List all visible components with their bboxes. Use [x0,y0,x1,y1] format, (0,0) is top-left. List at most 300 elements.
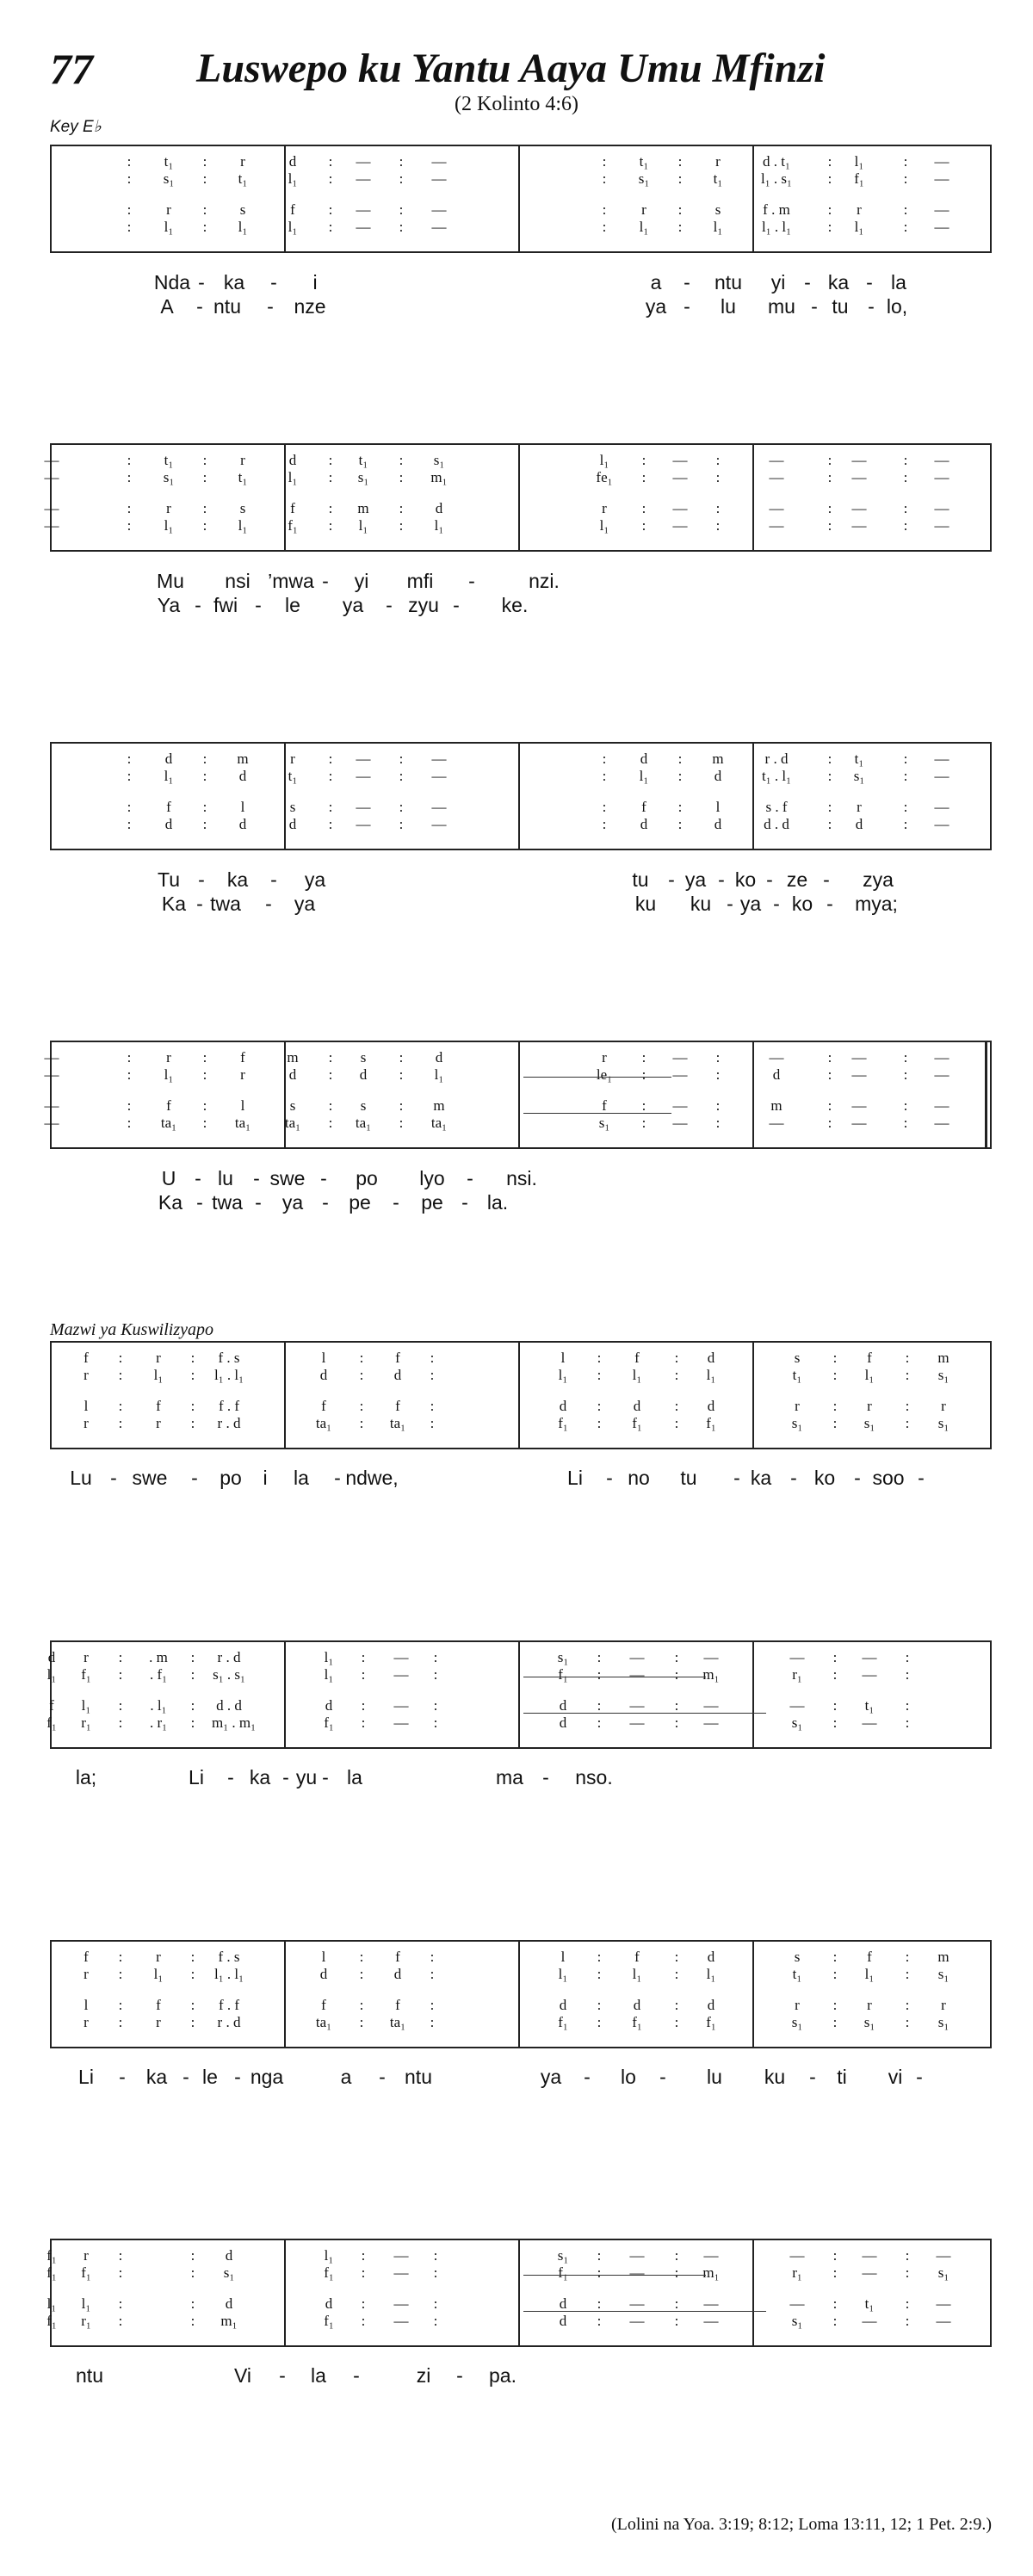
solfa-note: f [49,1697,54,1714]
lyric-hyphen: - [468,570,475,592]
solfa-note: l₁ [434,517,444,534]
solfa-note: r [84,2014,89,2030]
solfa-note: — [862,2264,877,2281]
lyric-syllable: ze [786,868,808,891]
solfa-note: — [789,2247,805,2264]
beat-separator: : [903,1115,908,1131]
lyric-syllable: twa [212,1191,243,1214]
solfa-note: — [862,1666,877,1683]
solfa-note: l₁ [632,1966,642,1982]
solfa-note: r [602,500,607,516]
voice-line [44,1066,990,1084]
lyric-hyphen: - [195,594,201,616]
lyric-syllable: mu [768,295,795,318]
solfa-note: t₁ [358,452,368,468]
solfa-note: f₁ [558,2014,568,2030]
beat-separator: : [903,768,908,784]
beat-separator: : [903,1097,908,1114]
beat-separator: : [597,1415,602,1431]
beat-separator: : [677,768,683,784]
beat-separator: : [597,1714,602,1731]
solfa-note: f [84,1350,89,1366]
solfa-note: — [789,2295,805,2312]
solfa-note: — [44,500,59,516]
solfa-note: t₁ [238,469,248,485]
beat-separator: : [597,2264,602,2281]
solfa-note: d [633,1398,641,1414]
solfa-note: d [325,2295,333,2312]
beat-separator: : [433,2264,438,2281]
solfa-note: l₁ [706,1367,716,1383]
solfa-note: — [431,768,447,784]
solfa-note: f . f [218,1997,240,2013]
beat-separator: : [202,219,207,235]
lyric-syllable: po [220,1467,242,1489]
beat-separator: : [328,153,333,170]
beat-separator: : [359,2014,364,2030]
solfa-note: — [851,1066,867,1083]
solfa-note: m [770,1097,782,1114]
beat-separator: : [118,2295,123,2312]
voice-line [52,170,990,188]
solfa-note: m [287,1049,299,1066]
lyric-hyphen: - [684,271,690,293]
solfa-note: l [321,1350,326,1366]
lyric-hyphen: - [727,893,733,915]
solfa-note: d [772,1066,781,1083]
lyric-syllable: a [340,2066,352,2088]
solfa-note: f [290,201,295,218]
solfa-note: — [934,751,949,767]
solfa-note: r [240,1066,245,1083]
beat-separator: : [832,1398,838,1414]
lyric-syllable: ka [750,1467,772,1489]
beat-separator: : [430,2014,435,2030]
beat-separator: : [202,799,207,815]
beat-separator: : [399,816,404,832]
solfa-note: l [84,1997,89,2013]
beat-separator: : [827,1097,832,1114]
lyric-syllable: Lu [70,1467,92,1489]
solfa-note: r [867,1997,872,2013]
beat-separator: : [905,1966,910,1982]
beat-separator: : [399,1097,404,1114]
beat-separator: : [827,751,832,767]
lyric-syllable: ka [223,271,245,293]
solfa-note: — [672,452,688,468]
solfa-note: — [936,2313,951,2329]
beat-separator: : [674,1367,679,1383]
solfa-note: f [395,1350,400,1366]
beat-separator: : [903,1066,908,1083]
beat-separator: : [433,2313,438,2329]
solfa-note: m [433,1097,445,1114]
solfa-note: — [431,799,447,815]
beat-separator: : [127,1049,132,1066]
solfa-note: — [356,768,371,784]
lyric-hyphen: - [110,1467,117,1489]
solfa-note: r [941,1997,946,2013]
solfa-note: f₁ [81,1666,91,1683]
lyric-line [0,592,1033,618]
beat-separator: : [190,1666,195,1683]
beat-separator: : [827,816,832,832]
beat-separator: : [359,1949,364,1965]
beat-separator: : [430,1949,435,1965]
beat-separator: : [597,1666,602,1683]
solfa-note: s₁ [557,1649,569,1665]
solfa-note: r . d [217,1415,241,1431]
solfa-note: f₁ [706,1415,716,1431]
lyric-syllable: tu [832,295,849,318]
beat-separator: : [202,469,207,485]
solfa-note: l₁ [324,2247,334,2264]
lyric-hyphen: - [718,868,725,891]
beat-separator: : [430,1398,435,1414]
solfa-note: d . t₁ [763,153,790,170]
lyric-syllable: ya [304,868,326,891]
beat-separator: : [641,469,646,485]
lyric-syllable: ntu [76,2364,103,2387]
solfa-note: s₁ [163,170,175,187]
solfa-note: . f₁ [149,1666,168,1683]
solfa-note: t₁ . l₁ [761,768,792,784]
solfa-note: s₁ [853,768,865,784]
solfa-note: — [629,2295,645,2312]
beat-separator: : [361,2264,366,2281]
beat-separator: : [641,517,646,534]
solfa-note: — [672,500,688,516]
solfa-note: m₁ [702,1666,720,1683]
solfa-note: l [240,799,245,815]
tie-line [523,2311,766,2312]
beat-separator: : [359,1997,364,2013]
solfa-note: f₁ [46,1714,57,1731]
solfa-note: f [166,1097,171,1114]
lyric-hyphen: - [826,893,833,915]
solfa-note: s₁ [791,2313,803,2329]
solfa-note: — [769,452,784,468]
solfa-note: r . d [217,1649,241,1665]
solfa-note: — [703,1714,719,1731]
lyric-hyphen: - [182,2066,189,2088]
beat-separator: : [674,2313,679,2329]
beat-separator: : [328,1066,333,1083]
lyric-syllable: ndwe, [345,1467,399,1489]
beat-separator: : [430,1367,435,1383]
voice-line [52,201,990,219]
voice-line [52,816,990,833]
beat-separator: : [597,1398,602,1414]
beat-separator: : [359,1398,364,1414]
key-signature: Key E♭ [50,118,102,136]
beat-separator: : [597,1949,602,1965]
beat-separator: : [433,1714,438,1731]
solfa-note: d . d [216,1697,242,1714]
voice-line [52,153,990,170]
music-system-8 [46,2239,992,2347]
solfa-note: d [559,1997,567,2013]
beat-separator: : [715,1097,721,1114]
solfa-note: — [851,517,867,534]
beat-separator: : [905,2264,910,2281]
solfa-note: — [431,751,447,767]
solfa-note: r [156,1949,161,1965]
solfa-note: — [934,201,949,218]
lyric-syllable: vi [888,2066,903,2088]
solfa-note: l₁ [164,517,174,534]
beat-separator: : [905,1415,910,1431]
lyric-syllable: ku [764,2066,786,2088]
lyric-syllable: le [202,2066,218,2088]
beat-separator: : [127,1097,132,1114]
beat-separator: : [118,1350,123,1366]
lyric-syllable: lu [707,2066,722,2088]
voice-line [46,2247,990,2264]
beat-separator: : [127,751,132,767]
beat-separator: : [190,1949,195,1965]
lyric-hyphen: - [322,570,329,592]
solfa-note: f [395,1949,400,1965]
beat-separator: : [118,2014,123,2030]
solfa-note: — [672,1097,688,1114]
voice-line [46,2313,990,2330]
lyric-syllable: po [356,1167,378,1189]
beat-separator: : [127,219,132,235]
solfa-note: l₁ [713,219,723,235]
solfa-note: s₁ [791,2014,803,2030]
lyric-hyphen: - [196,893,203,915]
solfa-note: r [166,500,171,516]
beat-separator: : [832,1714,838,1731]
lyric-hyphen: - [196,1191,203,1214]
solfa-note: d [359,1066,368,1083]
voice-line [44,1115,990,1132]
beat-separator: : [903,452,908,468]
solfa-note: r [641,201,646,218]
solfa-note: ta₁ [315,2014,332,2030]
beat-separator: : [602,751,607,767]
solfa-note: l₁ [81,1697,91,1714]
solfa-note: l₁ [164,768,174,784]
footer-references: (Lolini na Yoa. 3:19; 8:12; Loma 13:11, 12; 1 Pet. 2:9.) [610,2515,992,2534]
tie-line [523,2275,706,2276]
beat-separator: : [359,1415,364,1431]
solfa-note: — [769,500,784,516]
beat-separator: : [602,219,607,235]
solfa-note: l₁ [153,1367,164,1383]
solfa-note: s [360,1097,367,1114]
beat-separator: : [127,201,132,218]
solfa-note: — [44,469,59,485]
hymn-title: Luswepo ku Yantu Aaya Umu Mfinzi [196,46,826,91]
beat-separator: : [832,1697,838,1714]
lyric-line [0,568,1033,594]
beat-separator: : [202,768,207,784]
lyric-hyphen: - [733,1467,740,1489]
voice-line [52,1350,990,1367]
lyric-hyphen: - [659,2066,666,2088]
solfa-note: d [559,2295,567,2312]
solfa-note: f₁ [558,1415,568,1431]
beat-separator: : [190,1367,195,1383]
solfa-note: t₁ [164,452,174,468]
solfa-note: s₁ [863,1415,875,1431]
beat-separator: : [597,1697,602,1714]
lyric-syllable: pe [421,1191,443,1214]
solfa-note: t₁ [792,1367,802,1383]
solfa-note: ta₁ [315,1415,332,1431]
solfa-note: l₁ [164,219,174,235]
solfa-note: r [156,1415,161,1431]
beat-separator: : [433,1666,438,1683]
solfa-note: l₁ [358,517,368,534]
solfa-note: — [44,1066,59,1083]
solfa-note: — [356,219,371,235]
beat-separator: : [677,170,683,187]
solfa-note: — [934,799,949,815]
beat-separator: : [903,219,908,235]
lyric-syllable: i [312,271,318,293]
solfa-note: — [393,2313,409,2329]
lyric-hyphen: - [918,1467,925,1489]
solfa-note: l₁ [632,1367,642,1383]
beat-separator: : [190,1649,195,1665]
beat-separator: : [677,799,683,815]
solfa-note: d [393,1367,402,1383]
music-system-4 [44,1041,992,1149]
beat-separator: : [127,469,132,485]
beat-separator: : [905,2313,910,2329]
music-system-7 [50,1940,992,2048]
solfa-note: d [47,1649,56,1665]
beat-separator: : [359,1966,364,1982]
solfa-note: d [225,2247,233,2264]
solfa-note: l [321,1949,326,1965]
solfa-note: — [936,2295,951,2312]
solfa-note: s₁ [937,1966,949,1982]
solfa-note: t₁ [639,153,649,170]
solfa-note: — [934,1097,949,1114]
solfa-note: l₁ [288,170,298,187]
beat-separator: : [190,1997,195,2013]
solfa-note: d [435,500,443,516]
beat-separator: : [190,2264,195,2281]
beat-separator: : [597,2247,602,2264]
solfa-note: r [602,1049,607,1066]
beat-separator: : [832,1966,838,1982]
solfa-note: l₁ [81,2295,91,2312]
solfa-note: — [44,1097,59,1114]
solfa-note: — [393,1649,409,1665]
solfa-note: l₁ [558,1966,568,1982]
lyric-hyphen: - [868,295,875,318]
beat-separator: : [715,1115,721,1131]
beat-separator: : [832,2313,838,2329]
lyric-syllable: nze [294,295,326,318]
beat-separator: : [127,452,132,468]
music-system-1 [50,145,992,253]
lyric-syllable: zya [863,868,894,891]
lyric-hyphen: - [267,295,274,318]
solfa-note: r₁ [81,2313,91,2329]
solfa-note: f [634,1949,640,1965]
lyric-hyphen: - [279,2364,286,2387]
solfa-note: r₁ [81,1714,91,1731]
solfa-note: f₁ [558,2264,568,2281]
solfa-note: fe₁ [596,469,613,485]
beat-separator: : [641,1049,646,1066]
lyric-hyphen: - [191,1467,198,1489]
solfa-note: — [862,2313,877,2329]
solfa-note: s₁ [937,1415,949,1431]
lyric-syllable: twa [210,893,241,915]
beat-separator: : [832,2264,838,2281]
lyric-syllable: ko [813,1467,836,1489]
beat-separator: : [399,751,404,767]
lyric-hyphen: - [255,594,262,616]
solfa-note: f₁ [324,1714,334,1731]
solfa-note: f₁ [324,2313,334,2329]
solfa-note: — [851,500,867,516]
solfa-note: — [431,153,447,170]
lyric-syllable: ke. [501,594,529,616]
beat-separator: : [190,1350,195,1366]
lyric-syllable: la [891,271,906,293]
music-system-2 [44,443,992,552]
solfa-note: s₁ [937,1367,949,1383]
solfa-note: d [633,1997,641,2013]
beat-separator: : [674,1666,679,1683]
solfa-note: r [240,153,245,170]
beat-separator: : [399,517,404,534]
beat-separator: : [905,1398,910,1414]
voice-line [44,517,990,534]
lyric-syllable: tu [632,868,649,891]
beat-separator: : [602,153,607,170]
beat-separator: : [674,1350,679,1366]
solfa-note: r [715,153,721,170]
beat-separator: : [399,469,404,485]
solfa-note: d [707,1997,715,2013]
lyric-syllable: ya [540,2066,562,2088]
solfa-note: t₁ [792,1966,802,1982]
beat-separator: : [118,2264,123,2281]
beat-separator: : [190,2014,195,2030]
lyric-syllable: ku [634,893,657,915]
solfa-note: — [934,170,949,187]
lyric-line [0,1764,1033,1790]
solfa-note: d [559,1398,567,1414]
lyric-syllable: Vi [233,2364,252,2387]
solfa-note: — [703,1697,719,1714]
beat-separator: : [905,1949,910,1965]
solfa-note: f [166,799,171,815]
solfa-note: m [712,751,724,767]
solfa-note: — [934,1066,949,1083]
lyric-line [0,2064,1033,2090]
beat-separator: : [399,768,404,784]
lyric-syllable: U [161,1167,176,1189]
lyric-syllable: lyo [419,1167,445,1189]
solfa-note: m [357,500,369,516]
beat-separator: : [399,201,404,218]
beat-separator: : [602,201,607,218]
solfa-note: d [714,816,722,832]
beat-separator: : [118,1649,123,1665]
tie-line [523,1713,766,1714]
beat-separator: : [832,1649,838,1665]
